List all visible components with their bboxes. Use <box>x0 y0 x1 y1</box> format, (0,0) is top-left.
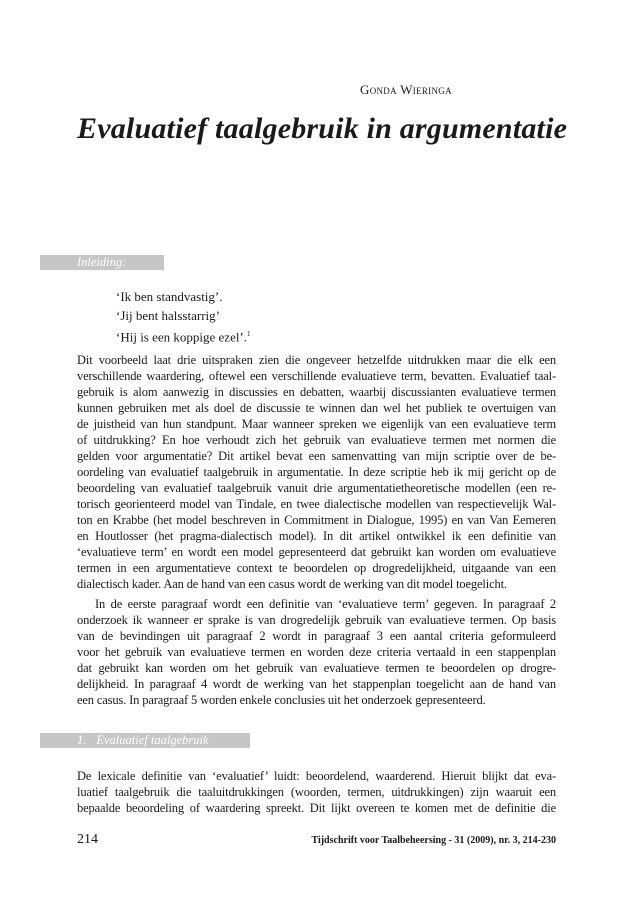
text-line: onderzoek ik wanneer er sprake is van drogredelijk gebruik van evaluatieve termen. Op basis <box>77 613 556 627</box>
text-line: en Houtlosser (het pragma-dialectisch model). In dit artikel ontwikkel ik een definitie van <box>77 529 556 543</box>
text-line: luatief taalgebruik die taaluitdrukkingen (woorden, termen, uitdrukkingen) zijn waaruit een <box>77 785 556 799</box>
quote-1: ‘Ik ben standvastig’. <box>116 289 223 304</box>
text-line: dat gebruikt kan worden om het gebruik van evaluatieve termen te beoordelen op drogre- <box>77 661 556 675</box>
text-line: verschillende waardering, oftewel een verschillende evaluatieve term, bevatten. Evaluatief taal- <box>77 369 556 383</box>
section-heading-label: Evaluatief taalgebruik <box>96 733 209 747</box>
quote-3 <box>116 325 251 346</box>
text-line: In de eerste paragraaf wordt een definitie van ‘evaluatieve term’ gegeven. In paragraaf 2 <box>95 597 556 611</box>
page-number: 214 <box>77 832 98 847</box>
text-line: een casus. In paragraaf 5 worden enkele conclusies uit het onderzoek gepresenteerd. <box>77 693 486 707</box>
text-line: ton en Krabbe (het model beschreven in Commitment in Dialogue, 1995) en van Van Eemeren <box>77 513 556 527</box>
intro-paragraph-2 <box>77 596 556 708</box>
section-number: 1. <box>77 733 87 747</box>
section-heading-intro <box>40 255 164 270</box>
text-line: de juistheid van hun standpunt. Maar wanneer spreken we eigenlijk van een evaluatieve term <box>77 417 556 431</box>
section-heading-label: Inleiding: <box>77 255 127 269</box>
text-line: torisch georienteerd model van Tindale, en twee dialectische modellen van respectievelijk Wal- <box>77 497 556 511</box>
section-heading-1 <box>40 733 250 748</box>
text-line: kunnen gebruiken met als doel de discussie te winnen dan wel het publiek te overtuigen van <box>77 401 556 415</box>
text-line: termen in een argumentatieve context te beoordelen op drogredelijkheid, uitgaande van een <box>77 561 556 575</box>
text-line: gebruik is alom aanwezig in discussies en debatten, waarbij discussianten evaluatieve termen <box>77 385 556 399</box>
text-line: bepaalde beoordeling of waardering spreekt. Dit lijkt overeen te komen met de definitie die <box>77 801 556 815</box>
text-line: dialectisch kader. Aan de hand van een casus wordt de werking van dit model toegelicht. <box>77 577 507 591</box>
text-line: of uitdrukking? En hoe verhoudt zich het gebruik van evaluatieve termen met normen die <box>77 433 556 447</box>
author-name: Gonda Wieringa <box>360 82 452 97</box>
section1-paragraph <box>77 768 556 816</box>
example-quotes <box>116 287 251 346</box>
text-line: oordeling van evaluatief taalgebruik in argumentatie. In deze scriptie heb ik mij gericht op de <box>77 465 556 479</box>
text-line: delijkheid. In paragraaf 4 wordt de werking van het stappenplan toegelicht aan de hand van <box>77 677 556 691</box>
text-line: De lexicale definitie van ‘evaluatief’ luidt: beoordelend, waarderend. Hieruit blijkt dat eva- <box>77 769 556 783</box>
quote-2: ‘Jij bent halsstarrig’ <box>116 308 220 323</box>
article-title: Evaluatief taalgebruik in argumentatie <box>77 112 568 145</box>
quote-3-text: ‘Hij is een koppige ezel’. <box>116 329 248 345</box>
text-line: gelden voor argumentatie? Dit artikel bevat een samenvatting van mijn scriptie over de be- <box>77 449 556 463</box>
intro-paragraph-1 <box>77 352 556 592</box>
journal-citation: Tijdschrift voor Taalbeheersing - 31 (2009), nr. 3, 214-230 <box>311 835 556 846</box>
text-line: van de bevindingen uit paragraaf 2 wordt in paragraaf 3 een aantal criteria geformuleerd <box>77 629 556 643</box>
footnote-marker[interactable]: 1 <box>247 330 251 338</box>
text-line: ‘evaluatieve term’ en wordt een model gepresenteerd dat gebruikt kan worden om evaluatieve <box>77 545 556 559</box>
text-line: voor het gebruik van evaluatieve termen en worden deze criteria vertaald in een stappenplan <box>77 645 556 659</box>
text-line: Dit voorbeeld laat drie uitspraken zien die ongeveer hetzelfde uitdrukken maar die elk een <box>77 353 556 367</box>
text-line: beoordeling van evaluatief taalgebruik vanuit drie argumentatietheoretische modellen (een re- <box>77 481 556 495</box>
